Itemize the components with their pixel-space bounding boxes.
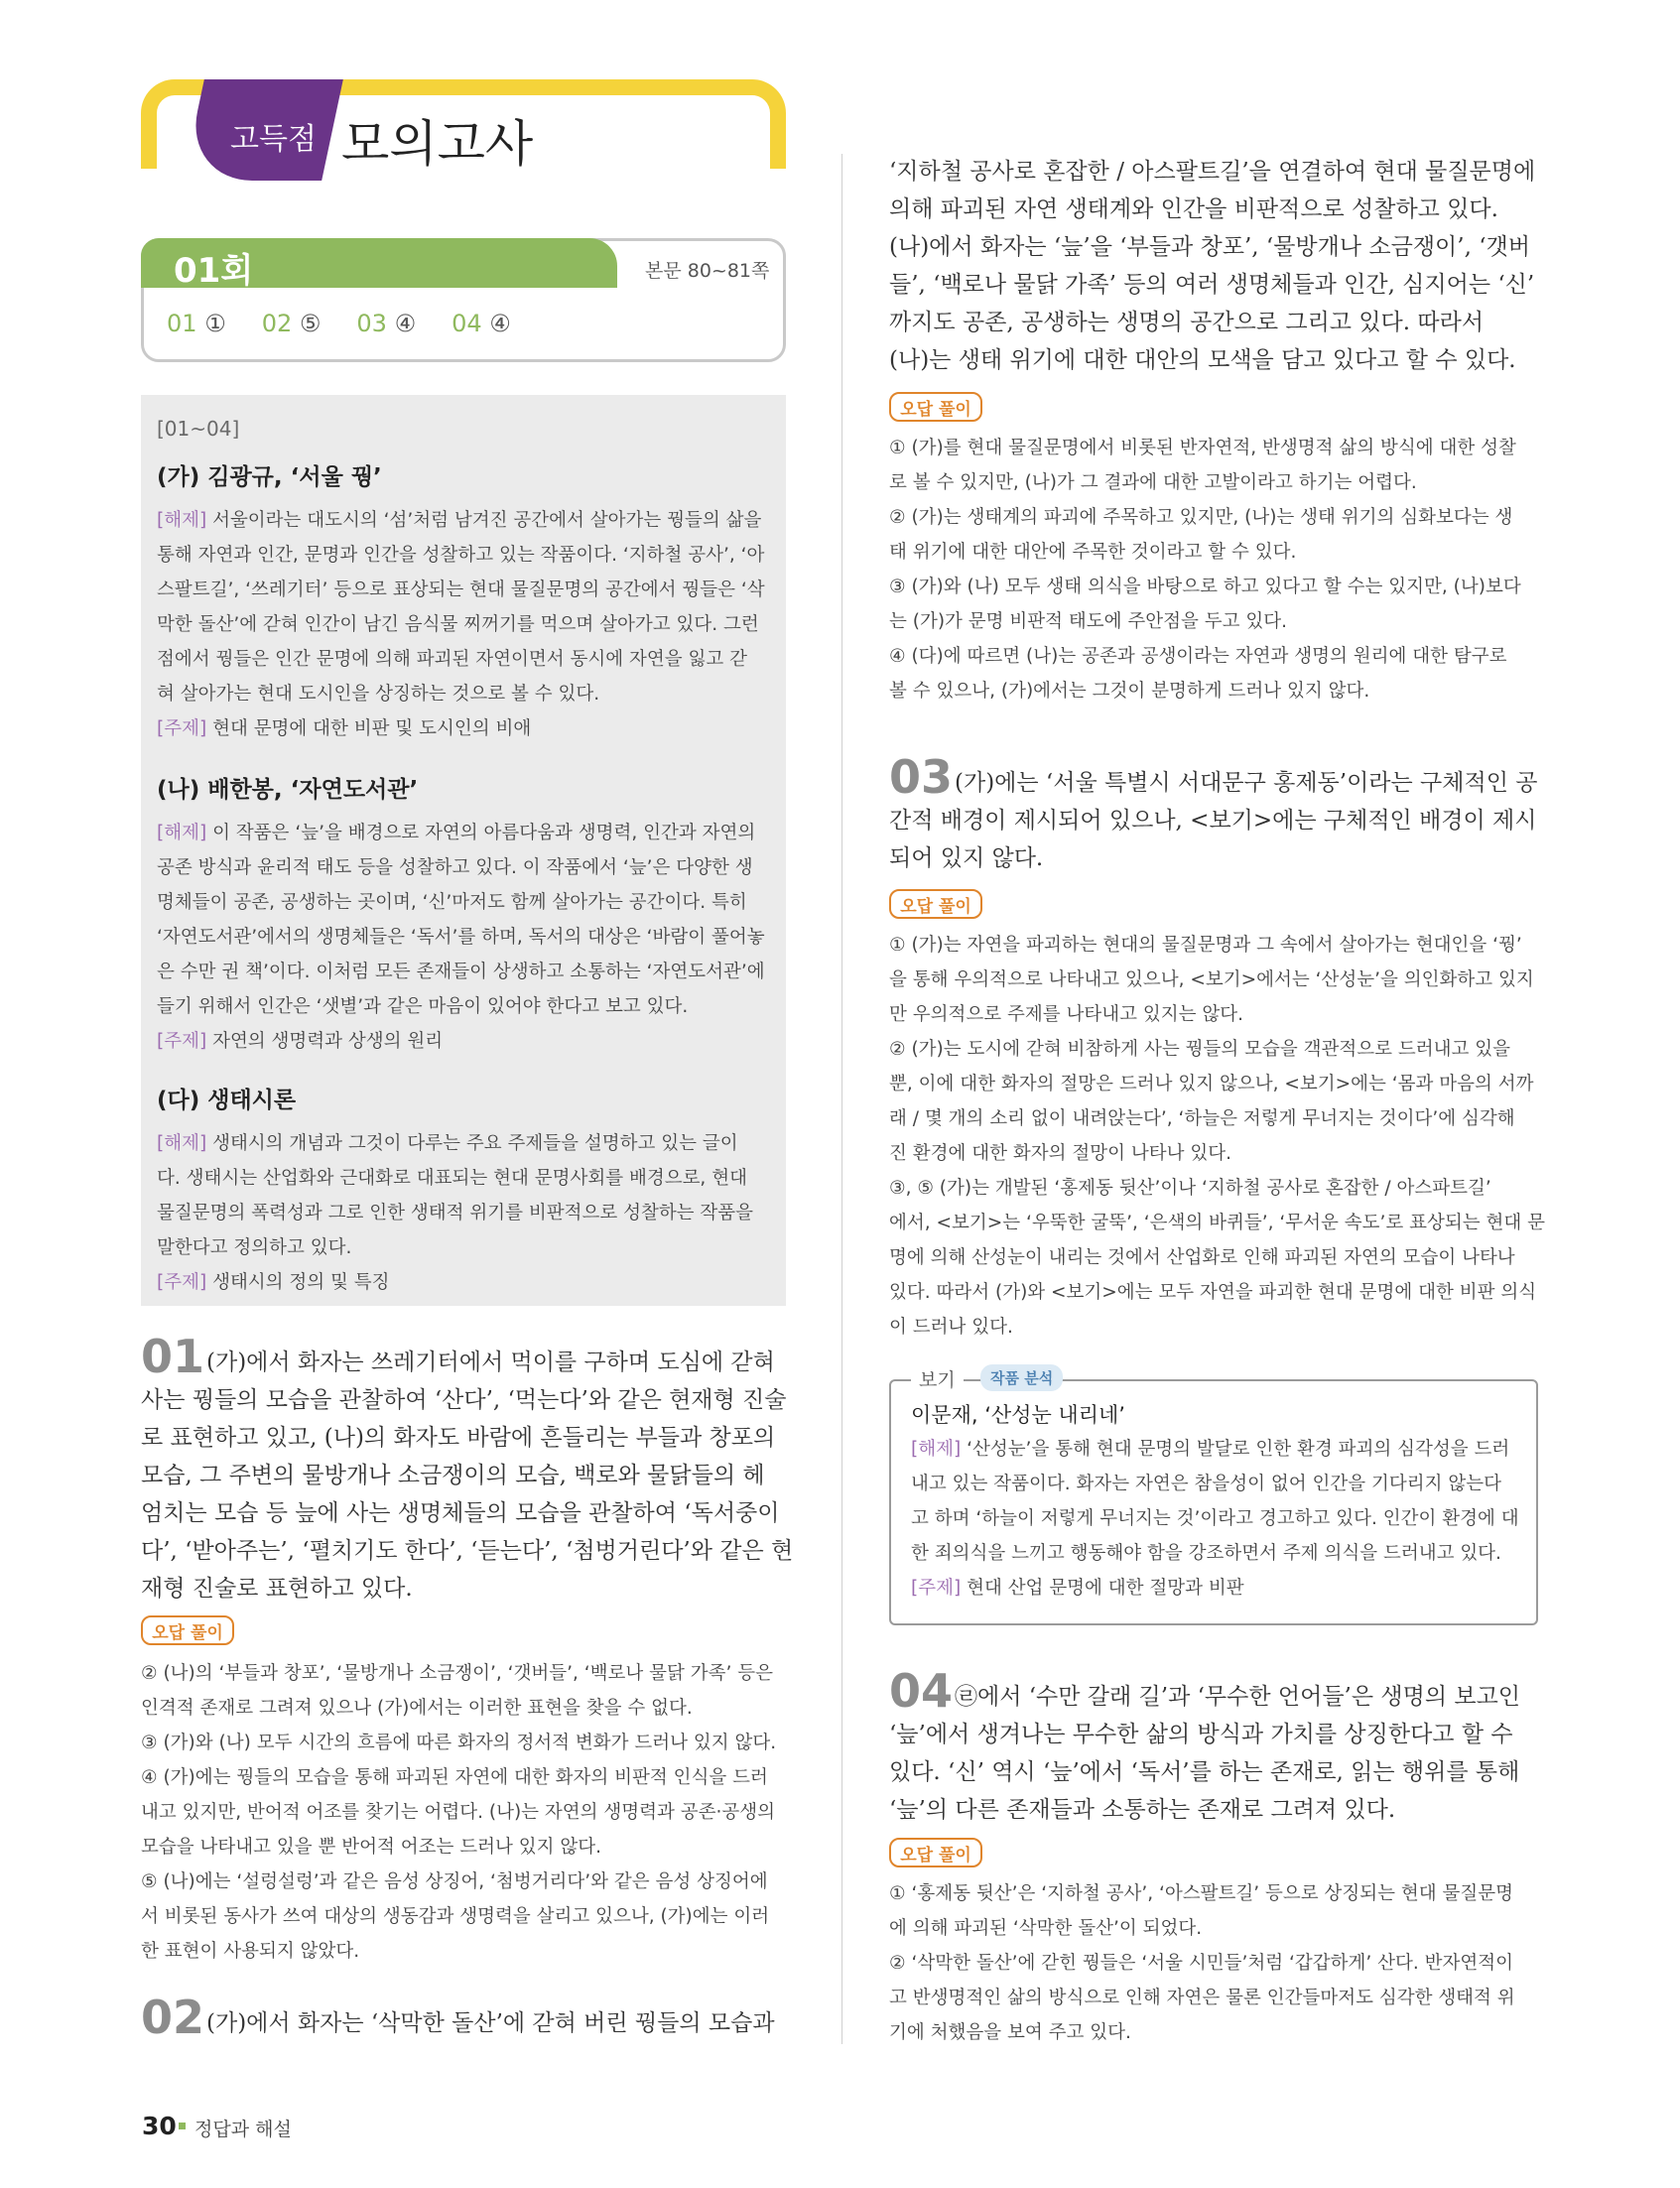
footer-bullet-icon — [179, 2123, 186, 2129]
wrong-answer-line: 내고 있지만, 반어적 어조를 찾기는 어렵다. (나)는 자연의 생명력과 공존·공생의 — [141, 1802, 776, 1823]
answer-line: 까지도 공존, 공생하는 생명의 공간으로 그리고 있다. 따라서 — [889, 310, 1485, 335]
range-label: [01~04] — [157, 417, 240, 441]
wrong-answer-line: ② (나)의 ‘부들과 창포’, ‘물방개나 소금쟁이’, ‘갯버들’, ‘백로나 물닭 가족’ 등은 — [141, 1663, 774, 1684]
wrong-answer-line: 명에 의해 산성눈이 내리는 것에서 산업화로 인해 파괴된 자연의 모습이 나타나 — [889, 1247, 1515, 1268]
section-head-a: (가) 김광규, ‘서울 꿩’ — [157, 464, 382, 490]
explanation-line: 은 수만 권 책’이다. 이처럼 모든 존재들이 상생하고 소통하는 ‘자연도서관’에 — [157, 962, 765, 982]
column-divider — [841, 154, 842, 2044]
wrong-answer-line: 태 위기에 대한 대안에 주목한 것이라고 할 수 있다. — [889, 542, 1297, 563]
answer-item: 04 ④ — [452, 310, 511, 337]
explanation-line: 통해 자연과 인간, 문명과 인간을 성찰하고 있는 작품이다. ‘지하철 공사’, ‘아 — [157, 545, 765, 566]
question-number: 02 — [141, 1991, 205, 2044]
page-reference: 본문 80~81쪽 — [645, 260, 770, 282]
answer-line: (가)에서 화자는 ‘삭막한 돌산’에 갇혀 버린 꿩들의 모습과 — [206, 2010, 775, 2036]
answer-line: 로 표현하고 있고, (나)의 화자도 바람에 흔들리는 부들과 창포의 — [141, 1425, 776, 1451]
answer-line: 간적 배경이 제시되어 있으나, <보기>에는 구체적인 배경이 제시 — [889, 808, 1537, 834]
answer-line: (가)에는 ‘서울 특별시 서대문구 홍제동’이라는 구체적인 공 — [955, 770, 1538, 796]
question-number: 01 — [141, 1330, 205, 1383]
page-number: 30 — [142, 2112, 177, 2140]
answer-line: 의해 파괴된 자연 생태계와 인간을 비판적으로 성찰하고 있다. — [889, 196, 1498, 222]
explanation-line: 점에서 꿩들은 인간 문명에 의해 파괴된 자연이면서 동시에 자연을 잃고 갇 — [157, 649, 747, 670]
explanation-line: 막한 돌산’에 갇혀 인간이 남긴 음식물 찌꺼기를 먹으며 살아가고 있다. 그런 — [157, 614, 759, 635]
answer-line: (가)에서 화자는 쓰레기터에서 먹이를 구하며 도심에 갇혀 — [206, 1350, 775, 1375]
wrong-answer-line: 로 볼 수 있지만, (나)가 그 결과에 대한 고발이라고 하기는 어렵다. — [889, 472, 1417, 493]
wrong-answer-line: ⑤ (나)에는 ‘설렁설렁’과 같은 음성 상징어, ‘첨벙거리다’와 같은 음성 상징어에 — [141, 1871, 768, 1892]
answer-line: 되어 있지 않다. — [889, 845, 1044, 871]
answer-line: ㉣에서 ‘수만 갈래 길’과 ‘무수한 언어들’은 생명의 보고인 — [955, 1684, 1520, 1710]
reference-title: 이문재, ‘산성눈 내리네’ — [911, 1403, 1125, 1427]
wrong-answer-line: ② (가)는 도시에 갇혀 비참하게 사는 꿩들의 모습을 객관적으로 드러내고 있을 — [889, 1039, 1510, 1060]
wrong-answer-line: 서 비롯된 동사가 쓰여 대상의 생동감과 생명력을 살리고 있으나, (가)에는 이러 — [141, 1906, 770, 1927]
answer-line: 사는 꿩들의 모습을 관찰하여 ‘산다’, ‘먹는다’와 같은 현재형 진술 — [141, 1387, 787, 1413]
wrong-answer-line: 을 통해 우의적으로 나타내고 있으나, <보기>에서는 ‘산성눈’을 의인화하고 있지 — [889, 969, 1534, 990]
header-badge-label: 고득점 — [230, 122, 317, 157]
explanation-line: 물질문명의 폭력성과 그로 인한 생태적 위기를 비판적으로 성찰하는 작품을 — [157, 1203, 754, 1223]
wrong-answer-label: 오답 풀이 — [889, 392, 982, 422]
wrong-answer-line: 에서, <보기>는 ‘우뚝한 굴뚝’, ‘은색의 바퀴들’, ‘무서운 속도’로 표상되는 현대 문 — [889, 1213, 1545, 1233]
section-head-b: (나) 배한봉, ‘자연도서관’ — [157, 777, 419, 803]
reference-line: 내고 있는 작품이다. 화자는 자연은 참을성이 없어 인간을 기다리지 않는다 — [911, 1474, 1501, 1494]
wrong-answer-line: 이 드러나 있다. — [889, 1317, 1013, 1338]
answer-list — [167, 310, 511, 337]
reference-tag: 작품 분석 — [980, 1364, 1063, 1391]
answer-line: 엄치는 모습 등 늪에 사는 생명체들의 모습을 관찰하여 ‘독서중이 — [141, 1500, 780, 1526]
wrong-answer-line: 에 의해 파괴된 ‘삭막한 돌산’이 되었다. — [889, 1918, 1203, 1939]
section-head-c: (다) 생태시론 — [157, 1088, 297, 1113]
wrong-answer-line: 인격적 존재로 그려져 있으나 (가)에서는 이러한 표현을 찾을 수 없다. — [141, 1698, 693, 1719]
theme-line: [주제] 생태시의 정의 및 특징 — [157, 1272, 390, 1293]
wrong-answer-line: 기에 처했음을 보여 주고 있다. — [889, 2022, 1131, 2043]
answer-line: ‘지하철 공사로 혼잡한 / 아스팔트길’을 연결하여 현대 물질문명에 — [889, 159, 1536, 185]
answer-line: 있다. ‘신’ 역시 ‘늪’에서 ‘독서’를 하는 존재로, 읽는 행위를 통해 — [889, 1759, 1520, 1785]
wrong-answer-line: ③, ⑤ (가)는 개발된 ‘홍제동 뒷산’이나 ‘지하철 공사로 혼잡한 / 아스파트길’ — [889, 1178, 1491, 1199]
answer-line: ‘늪’의 다른 존재들과 소통하는 존재로 그려져 있다. — [889, 1797, 1396, 1823]
reference-theme: [주제] 현대 산업 문명에 대한 절망과 비판 — [911, 1578, 1244, 1599]
wrong-answer-line: 한 표현이 사용되지 않았다. — [141, 1941, 360, 1962]
explanation-line: 말한다고 정의하고 있다. — [157, 1237, 352, 1258]
explanation-line: 다. 생태시는 산업화와 근대화로 대표되는 현대 문명사회를 배경으로, 현대 — [157, 1168, 747, 1189]
wrong-answer-line: 는 (가)가 문명 비판적 태도에 주안점을 두고 있다. — [889, 611, 1288, 632]
wrong-answer-line: 뿐, 이에 대한 화자의 절망은 드러나 있지 않으나, <보기>에는 ‘몸과 마음의 서까 — [889, 1074, 1534, 1094]
answer-line: 모습, 그 주변의 물방개나 소금쟁이의 모습, 백로와 물닭들의 헤 — [141, 1463, 765, 1488]
explanation-line: [해제] 이 작품은 ‘늪’을 배경으로 자연의 아름다움과 생명력, 인간과 자연의 — [157, 823, 756, 843]
wrong-answer-label: 오답 풀이 — [889, 1838, 982, 1867]
reference-line: 고 하며 ‘하늘이 저렇게 무너지는 것’이라고 경고하고 있다. 인간이 환경에 대 — [911, 1508, 1519, 1529]
theme-line: [주제] 현대 문명에 대한 비판 및 도시인의 비애 — [157, 718, 532, 739]
explanation-line: 혀 살아가는 현대 도시인을 상징하는 것으로 볼 수 있다. — [157, 684, 600, 705]
answer-line: 다’, ‘받아주는’, ‘펼치기도 한다’, ‘듣는다’, ‘첨벙거린다’와 같은 현 — [141, 1538, 794, 1564]
answer-line: (나)에서 화자는 ‘늪’을 ‘부들과 창포’, ‘물방개나 소금쟁이’, ‘갯버 — [889, 234, 1530, 260]
wrong-answer-line: ③ (가)와 (나) 모두 생태 의식을 바탕으로 하고 있다고 할 수는 있지만, (나)보다 — [889, 577, 1521, 597]
wrong-answer-line: ① (가)를 현대 물질문명에서 비롯된 반자연적, 반생명적 삶의 방식에 대한 성찰 — [889, 438, 1516, 458]
wrong-answer-label: 오답 풀이 — [889, 889, 982, 919]
wrong-answer-line: 고 반생명적인 삶의 방식으로 인해 자연은 물론 인간들마저도 심각한 생태적 위 — [889, 1988, 1515, 2008]
explanation-line: [해제] 서울이라는 대도시의 ‘섬’처럼 남겨진 공간에서 살아가는 꿩들의 삶을 — [157, 510, 762, 531]
wrong-answer-line: 래 / 몇 개의 소리 없이 내려앉는다’, ‘하늘은 저렇게 무너지는 것이다’에 심각해 — [889, 1108, 1515, 1129]
wrong-answer-label: 오답 풀이 — [141, 1615, 234, 1645]
explanation-line: 스팔트길’, ‘쓰레기터’ 등으로 표상되는 현대 물질문명의 공간에서 꿩들은 ‘삭 — [157, 579, 765, 600]
answer-line: ‘늪’에서 생겨나는 무수한 삶의 방식과 가치를 상징한다고 할 수 — [889, 1722, 1513, 1747]
answer-line: (나)는 생태 위기에 대한 대안의 모색을 담고 있다고 할 수 있다. — [889, 347, 1516, 373]
explanation-line: [해제] 생태시의 개념과 그것이 다루는 주요 주제들을 설명하고 있는 글이 — [157, 1133, 738, 1154]
answer-item: 02 ⑤ — [261, 310, 322, 337]
wrong-answer-line: ② ‘삭막한 돌산’에 갇힌 꿩들은 ‘서울 시민들’처럼 ‘갑갑하게’ 산다. 반자연적이 — [889, 1953, 1513, 1974]
wrong-answer-line: ④ (가)에는 꿩들의 모습을 통해 파괴된 자연에 대한 화자의 비판적 인식을 드러 — [141, 1767, 768, 1788]
reference-line: [해제] ‘산성눈’을 통해 현대 문명의 발달로 인한 환경 파괴의 심각성을 드러 — [911, 1439, 1510, 1460]
reference-line: 한 죄의식을 느끼고 행동해야 함을 강조하면서 주제 의식을 드러내고 있다. — [911, 1543, 1501, 1564]
theme-line: [주제] 자연의 생명력과 상생의 원리 — [157, 1031, 444, 1052]
wrong-answer-line: ① ‘홍제동 뒷산’은 ‘지하철 공사’, ‘아스팔트길’ 등으로 상징되는 현대 물질문명 — [889, 1883, 1513, 1904]
footer-text: 정답과 해설 — [194, 2119, 292, 2140]
wrong-answer-line: 진 환경에 대한 화자의 절망이 나타나 있다. — [889, 1143, 1231, 1164]
question-number: 03 — [889, 750, 954, 804]
wrong-answer-line: ④ (다)에 따르면 (나)는 공존과 공생이라는 자연과 생명의 원리에 대한 탐구로 — [889, 646, 1507, 667]
reference-label: 보기 — [911, 1365, 964, 1392]
answer-item: 01 ① — [167, 310, 226, 337]
answer-item: 03 ④ — [356, 310, 417, 337]
page-title: 모의고사 — [341, 115, 534, 173]
explanation-line: ‘자연도서관’에서의 생명체들은 ‘독서’를 하며, 독서의 대상은 ‘바람이 풀어놓 — [157, 927, 765, 948]
question-number: 04 — [889, 1664, 954, 1718]
wrong-answer-line: 있다. 따라서 (가)와 <보기>에는 모두 자연을 파괴한 현대 문명에 대한 비판 의식 — [889, 1282, 1537, 1303]
answer-line: 들’, ‘백로나 물닭 가족’ 등의 여러 생명체들과 인간, 심지어는 ‘신’ — [889, 272, 1535, 298]
answer-line: 재형 진술로 표현하고 있다. — [141, 1576, 413, 1602]
explanation-line: 명체들이 공존, 공생하는 곳이며, ‘신’마저도 함께 살아가는 공간이다. 특히 — [157, 892, 747, 913]
wrong-answer-line: 볼 수 있으나, (가)에서는 그것이 분명하게 드러나 있지 않다. — [889, 681, 1370, 702]
round-label: 01회 — [174, 251, 254, 291]
wrong-answer-line: ① (가)는 자연을 파괴하는 현대의 물질문명과 그 속에서 살아가는 현대인을 ‘꿩’ — [889, 935, 1522, 956]
explanation-line: 공존 방식과 윤리적 태도 등을 성찰하고 있다. 이 작품에서 ‘늪’은 다양한 생 — [157, 857, 753, 878]
wrong-answer-line: ③ (가)와 (나) 모두 시간의 흐름에 따른 화자의 정서적 변화가 드러나 있지 않다. — [141, 1733, 777, 1753]
wrong-answer-line: 모습을 나타내고 있을 뿐 반어적 어조는 드러나 있지 않다. — [141, 1837, 601, 1858]
wrong-answer-line: ② (가)는 생태계의 파괴에 주목하고 있지만, (나)는 생태 위기의 심화보다는 생 — [889, 507, 1513, 528]
wrong-answer-line: 만 우의적으로 주제를 나타내고 있지는 않다. — [889, 1004, 1243, 1025]
explanation-line: 들기 위해서 인간은 ‘샛별’과 같은 마음이 있어야 한다고 보고 있다. — [157, 996, 689, 1017]
